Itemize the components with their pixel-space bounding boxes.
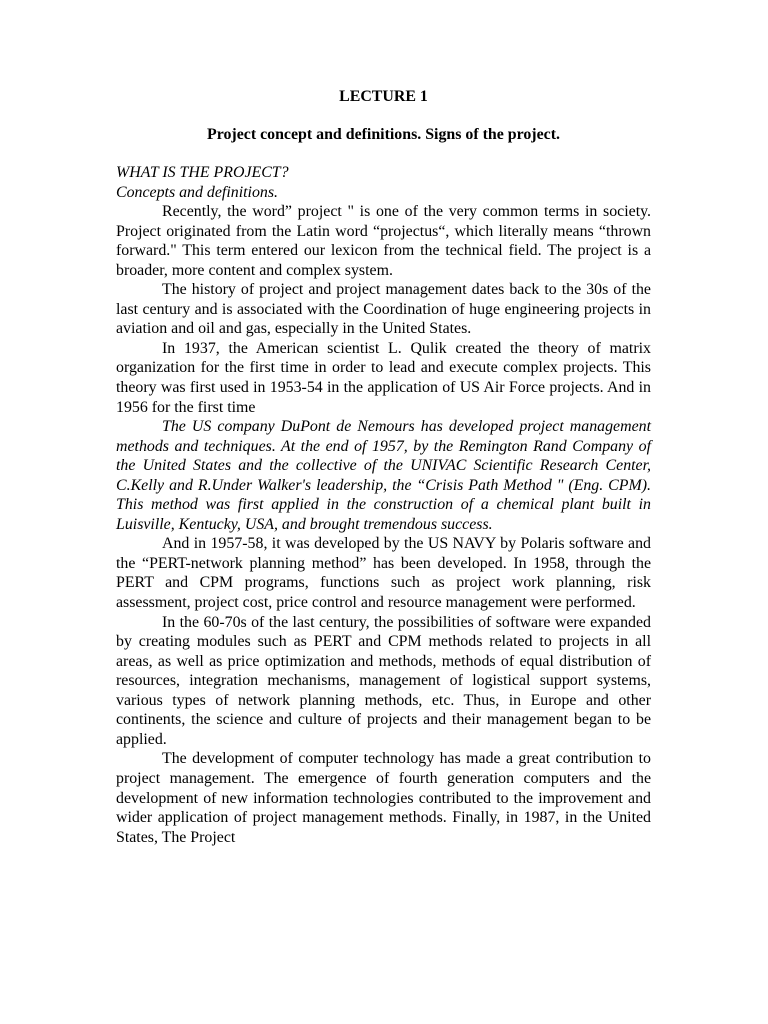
lecture-title: LECTURE 1 (339, 88, 428, 105)
paragraph-pert: And in 1957-58, it was developed by the US NAVY by Polaris software and the “PERT-network planning method” has been developed. In 1958, through the PERT and CPM programs, functions such as project work planning, risk assessment, project cost, price control and resource management were performed. (116, 535, 651, 612)
paragraph-word-origin: Recently, the word” project " is one of the very common terms in society. Project originated from the Latin word “projectus“, which literally means “thrown forward." This term entered our lexicon from the technical field. The project is a broader, more content and complex system. (116, 203, 651, 279)
section-subheading: Concepts and definitions. (116, 183, 278, 201)
document-page (116, 87, 651, 847)
section-heading: WHAT IS THE PROJECT? (116, 164, 289, 181)
lecture-subtitle: Project concept and definitions. Signs of the project. (207, 126, 560, 143)
paragraph-dupont-cpm: The US company DuPont de Nemours has developed project management methods and techniques. At the end of 1957, by the Remington Rand Company of the United States and the collective of the UNIVAC Scientific Research Center, C.Kelly and R.Under Walker's leadership, the “Crisis Path Method " (Eng. CPM). This method was first applied in the construction of a chemical plant built in Luisville, Kentucky, USA, and brought tremendous success. (116, 418, 651, 533)
paragraph-history: The history of project and project management dates back to the 30s of the last century and is associated with the Coordination of huge engineering projects in aviation and oil and gas, especially in the United States. (116, 281, 651, 338)
paragraph-computer-technology: The development of computer technology has made a great contribution to project management. The emergence of fourth generation computers and the development of new information technologies contributed to the improvement and wider application of project management methods. Finally, in 1987, in the United States, The Project (116, 750, 651, 846)
paragraph-matrix-theory: In 1937, the American scientist L. Qulik created the theory of matrix organization for the first time in order to lead and execute complex projects. This theory was first used in 1953-54 in the application of US Air Force projects. And in 1956 for the first time (116, 339, 651, 416)
paragraph-software-expansion: In the 60-70s of the last century, the possibilities of software were expanded by creating modules such as PERT and CPM methods related to projects in all areas, as well as price optimization and methods, methods of equal distribution of resources, integration mechanisms, management of logistical support systems, various types of network planning methods, etc. Thus, in Europe and other continents, the science and culture of projects and their management began to be applied. (116, 613, 651, 748)
